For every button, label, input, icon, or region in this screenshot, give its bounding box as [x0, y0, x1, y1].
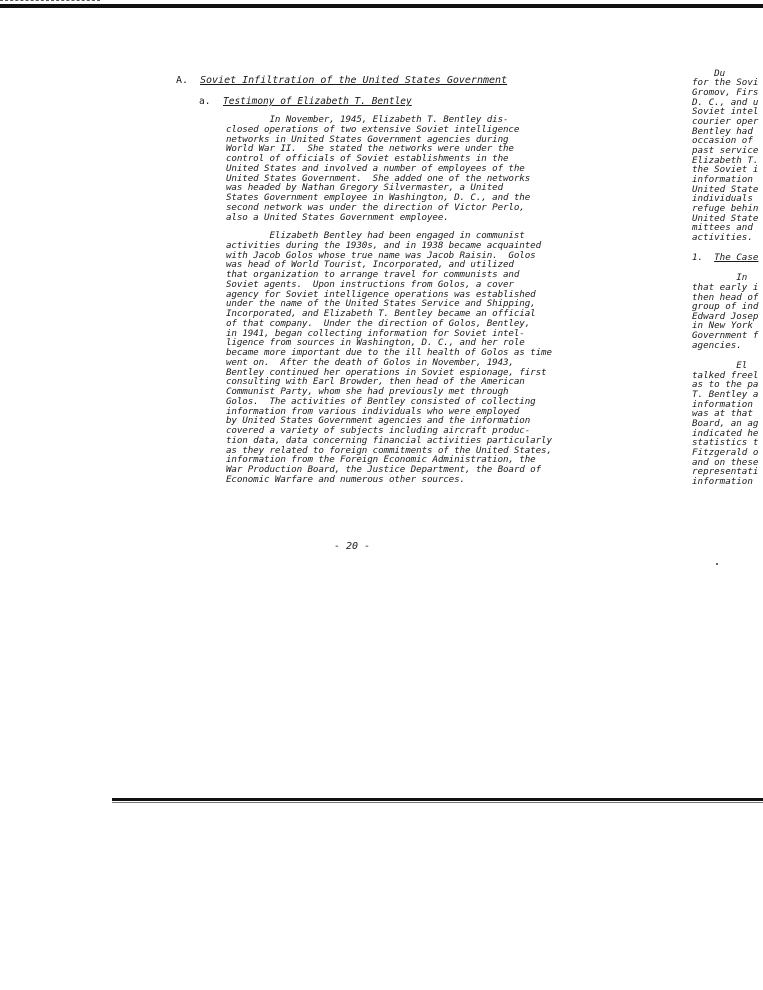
text-line: as they related to foreign commitments of the United States,	[226, 444, 552, 456]
text-line: agency for Soviet intelligence operations was established	[226, 288, 536, 300]
paragraph-1	[226, 115, 530, 222]
text-line: was headed by Nathan Gregory Silvermaster, a United	[226, 182, 503, 194]
right-column-line: indicated he	[692, 428, 759, 439]
right-column-line: mittees and	[692, 222, 753, 233]
right-column-line: Board, an ag	[692, 418, 759, 429]
right-column-line: occasion of	[692, 135, 753, 146]
right-column-line: refuge behin	[692, 203, 759, 214]
right-column-line: representati	[692, 466, 759, 477]
page-number: - 20 -	[334, 541, 371, 552]
right-column-line: information	[692, 476, 753, 487]
text-line: closed operations of two extensive Soviet intelligence	[226, 123, 520, 135]
text-line: control of officials of Soviet establishments in the	[226, 153, 509, 164]
text-line: second network was under the direction of Victor Perlo,	[226, 201, 525, 213]
text-line: World War II. She stated the networks were under the	[226, 143, 514, 155]
section-marker: A.	[176, 75, 189, 86]
text-line: Soviet agents. Upon instructions from Golos, a cover	[226, 278, 514, 290]
text-line: ligence from sources in Washington, D. C., and her role	[226, 337, 525, 349]
right-column-line: courier oper	[692, 116, 759, 127]
right-column-cropped	[692, 0, 763, 990]
text-line: In November, 1945, Elizabeth T. Bentley dis-	[226, 114, 509, 125]
text-line: Communist Party, whom she had previously met through	[226, 386, 509, 397]
text-line: Incorporated, and Elizabeth T. Bentley became an official	[226, 308, 536, 319]
text-line: of that company. Under the direction of Golos, Bentley,	[226, 317, 531, 329]
text-line: tion data, data concerning financial activities particularly	[226, 434, 552, 446]
right-column-line: Bentley had	[692, 126, 753, 137]
right-column-line: Elizabeth T.	[692, 155, 759, 166]
text-line: Bentley continued her operations in Soviet espionage, first	[226, 366, 547, 378]
text-line: that organization to arrange travel for communists and	[226, 269, 520, 280]
top-rule	[0, 4, 763, 8]
right-column-line: talked freel	[692, 370, 759, 381]
subsection-marker: a.	[199, 96, 211, 107]
text-line: under the name of the United States Service and Shipping,	[226, 298, 536, 310]
section-heading	[176, 75, 507, 86]
text-line: networks in United States Government agencies during	[226, 133, 509, 145]
text-line: States Government employee in Washington, D. C., and the	[226, 192, 531, 203]
right-column-line: Edward Josep	[692, 311, 759, 322]
text-line: United States and involved a number of employees of the	[226, 162, 525, 174]
subsection-heading	[199, 96, 412, 107]
right-column-line: D. C., and u	[692, 97, 759, 108]
text-line: information from various individuals who were employed	[226, 405, 520, 417]
right-column-line: that early i	[692, 282, 759, 293]
right-column-line: United State	[692, 213, 759, 224]
right-column-line: activities.	[692, 232, 753, 243]
right-column-line: individuals	[692, 193, 753, 204]
right-column-line: Du	[692, 68, 726, 79]
right-column-line: as to the pa	[692, 379, 759, 390]
bottom-rule-thin	[112, 802, 763, 803]
right-column-line: United State	[692, 184, 759, 195]
text-line: also a United States Government employee.	[226, 211, 449, 223]
stray-mark	[716, 563, 718, 565]
right-column-line: past service	[692, 145, 759, 156]
right-column-line: 1. The Case	[692, 252, 759, 263]
right-column-line: Fitzgerald o	[692, 447, 759, 458]
text-line: information from the Foreign Economic Administration, the	[226, 454, 536, 466]
text-line: with Jacob Golos whose true name was Jacob Raisin. Golos	[226, 249, 536, 261]
right-column-line: in New York	[692, 320, 753, 331]
text-line: Elizabeth Bentley had been engaged in communist	[226, 230, 525, 241]
right-column-line: information	[692, 174, 753, 185]
section-title: Soviet Infiltration of the United States Government	[200, 75, 508, 86]
text-line: Economic Warfare and numerous other sources.	[226, 473, 465, 485]
right-column-line: the Soviet i	[692, 164, 759, 175]
right-column-line: El	[692, 360, 748, 371]
right-column-line: agencies.	[692, 340, 742, 351]
text-line: was head of World Tourist, Incorporated, and utilized	[226, 259, 514, 271]
right-column-line: T. Bentley a	[692, 389, 759, 400]
text-line: became more important due to the ill health of Golos as time	[226, 347, 552, 358]
right-column-line: statistics t	[692, 437, 759, 448]
right-column-line: for the Sovi	[692, 77, 759, 88]
text-line: Golos. The activities of Bentley consisted of collecting	[226, 395, 536, 407]
text-line: covered a variety of subjects including aircraft produc-	[226, 425, 531, 436]
text-line: consulting with Earl Browder, then head of the American	[226, 376, 525, 388]
subsection-title: Testimony of Elizabeth T. Bentley	[223, 96, 412, 107]
text-line: War Production Board, the Justice Department, the Board of	[226, 464, 542, 475]
right-column-line: Soviet intel	[692, 106, 759, 117]
right-column-line: was at that	[692, 408, 753, 419]
right-column-line: Gromov, Firs	[692, 87, 759, 98]
right-column-line: and on these	[692, 457, 759, 468]
paragraph-2	[226, 231, 552, 485]
right-column-line: In	[692, 272, 748, 283]
right-column-line: Government f	[692, 330, 759, 341]
text-line: went on. After the death of Golos in November, 1943,	[226, 356, 514, 368]
right-column-line: information	[692, 399, 753, 410]
bottom-rule	[112, 798, 763, 801]
right-column-line: group of ind	[692, 301, 759, 312]
text-line: in 1941, began collecting information for Soviet intel-	[226, 327, 525, 339]
text-line: activities during the 1930s, and in 1938 became acquainted	[226, 239, 542, 251]
text-line: by United States Government agencies and the information	[226, 415, 531, 427]
right-column-line: then head of	[692, 292, 759, 303]
text-line: United States Government. She added one of the networks	[226, 172, 531, 184]
